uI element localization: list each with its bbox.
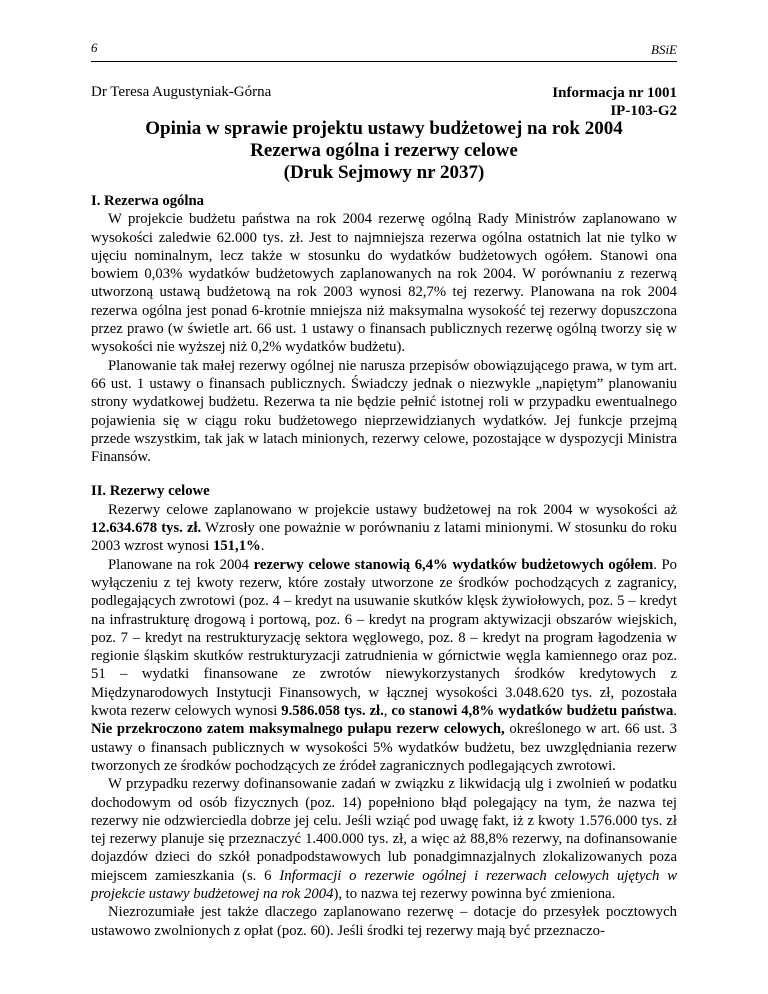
title-line-3: (Druk Sejmowy nr 2037)	[283, 162, 485, 183]
section-2-paragraph-2	[91, 556, 677, 776]
italic-citation: Informacji o rezerwie ogólnej i rezerwach celowych ujętych w projekcie ustawy budżetowej na rok 2004	[91, 867, 677, 902]
title-line-1: Opinia w sprawie projektu ustawy budżetowej na rok 2004	[145, 118, 623, 139]
text-run: Wzrosły one poważnie w porównaniu z latami minionymi. W stosunku do roku 2003 wzrost wynosi	[91, 520, 677, 555]
header-rule	[91, 61, 677, 62]
section-2-paragraph-1	[91, 501, 677, 556]
text-run: . Po wyłączeniu z tej kwoty rezerw, które zostały utworzone ze środków pochodzących z zagranicy, podlegających zwrotowi (poz. 4 – kredyt na usuwanie skutków klęsk żywiołowych, poz. 5 – kredyt na infrastrukturę drogową i portową, poz. 6 – kredyt na program aktywizacji obszarów wiejskich, poz. 7 – kredyt na restrukturyzację sektora węglowego, poz. 8 – kredyt na program łagodzenia w regionie śląskim skutków restrukturyzacji zatrudnienia w górnictwie węgla kamiennego oraz poz. 51 – wydatki finansowane ze zwrotów niewykorzystanych środków kredytowych z Międzynarodowych Instytucji Finansowych, w łącznej wysokości 3.048.620 tys. zł, pozostała kwota rezerw celowych wynosi	[91, 556, 678, 720]
section-spacer	[91, 466, 677, 482]
text-run: .	[673, 703, 677, 720]
info-number: Informacja nr 1001	[552, 85, 677, 101]
text-run: określonego w art. 66 ust. 3 ustawy o finansach publicznych w wysokości 5% wydatków budżetu, bez uwzględniania rezerw tworzonych ze środków pochodzących ze źródeł zagranicznych podlegających zwrotowi.	[91, 721, 677, 774]
text-run: Planowane na rok 2004	[108, 556, 254, 573]
document-title	[91, 118, 677, 184]
section-2-heading: II. Rezerwy celowe	[91, 483, 210, 500]
running-header: BSiE	[651, 42, 677, 57]
bold-phrase: co stanowi 4,8% wydatków budżetu państwa	[391, 703, 674, 720]
text-run: W przypadku rezerwy dofinansowanie zadań w związku z likwidacją ulg i zwolnień w podatku dochodowym od osób fizycznych (poz. 14) popełniono błąd polegający na tym, że nazwa tej rezerwy nie odzwierciedla dobrze jej celu. Jeśli wziąć pod uwagę fakt, iż z kwoty 1.576.000 tys. zł tej rezerwy planuje się przeznaczyć 1.400.000 tys. zł, a więc aż 88,8% rezerwy, na dofinansowanie dojazdów dzieci do szkół ponadpodstawowych lub ponadgimnazjalnych zlokalizowanych poza miejscem zamieszkania (s. 6	[91, 776, 677, 884]
section-2-paragraph-4: Niezrozumiałe jest także dlaczego zaplanowano rezerwę – dotacje do przesyłek pocztowych ustawowo zwolnionych z opłat (poz. 60). Jeśli środki tej rezerwy mają być przeznaczo-	[91, 904, 677, 939]
section-1-paragraph-1: W projekcie budżetu państwa na rok 2004 rezerwę ogólną Rady Ministrów zaplanowano w wysokości zaledwie 62.000 tys. zł. Jest to najmniejsza rezerwa ogólna ostatnich lat nie tylko w ujęciu nominalnym, lecz także w stosunku do wydatków budżetowych ogółem. Stanowi ona bowiem 0,03% wydatków budżetowych zaplanowanych na rok 2004. W porównaniu z rezerwą utworzoną ustawą budżetową na rok 2003 wynosi 82,7% tej rezerwy. Planowana na rok 2004 rezerwa ogólna jest ponad 6-krotnie mniejsza niż maksymalna wysokość tej rezerwy dopuszczona przez prawo (w świetle art. 66 ust. 1 ustawy o finansach publicznych rezerwę ogólną tworzy się w wysokości nie wyższej niż 0,2% wydatków budżetu).	[91, 211, 677, 356]
section-1-heading: I. Rezerwa ogólna	[91, 193, 204, 209]
document-body	[91, 192, 677, 940]
text-run: ), to nazwa tej rezerwy powinna być zmieniona.	[333, 885, 616, 902]
author: Dr Teresa Augustyniak-Górna	[91, 84, 272, 100]
page-number: 6	[91, 40, 98, 55]
bold-phrase: rezerwy celowe stanowią 6,4% wydatków budżetowych ogółem	[253, 556, 654, 573]
text-run: .	[260, 538, 265, 555]
section-1-paragraph-2: Planowanie tak małej rezerwy ogólnej nie narusza przepisów obowiązującego prawa, w tym art. 66 ust. 1 ustawy o finansach publicznych. Świadczy jednak o niezwykle „napiętym” planowaniu strony wydatkowej budżetu. Rezerwa ta nie będzie pełnić istotnej roli w przypadku ewentualnego pojawienia się w ciągu roku budżetowego nieprzewidzianych wydatków. Jej funkcje przejmą przede wszystkim, tak jak w latach minionych, rezerwy celowe, pozostające w dyspozycji Ministra Finansów.	[91, 357, 677, 466]
bold-amount: 9.586.058 tys. zł.	[281, 703, 384, 720]
section-2-paragraph-3	[91, 775, 677, 903]
text-run: Rezerwy celowe zaplanowano w projekcie ustawy budżetowej na rok 2004 w wysokości aż	[108, 501, 677, 518]
info-block	[552, 84, 677, 120]
title-line-2: Rezerwa ogólna i rezerwy celowe	[250, 140, 518, 161]
bold-amount: 12.634.678 tys. zł.	[91, 520, 202, 537]
info-code: IP-103-G2	[610, 103, 677, 119]
bold-phrase: Nie przekroczono zatem maksymalnego pułapu rezerw celowych,	[91, 721, 505, 738]
text-run: ,	[383, 703, 392, 720]
bold-percentage: 151,1%	[212, 538, 261, 555]
